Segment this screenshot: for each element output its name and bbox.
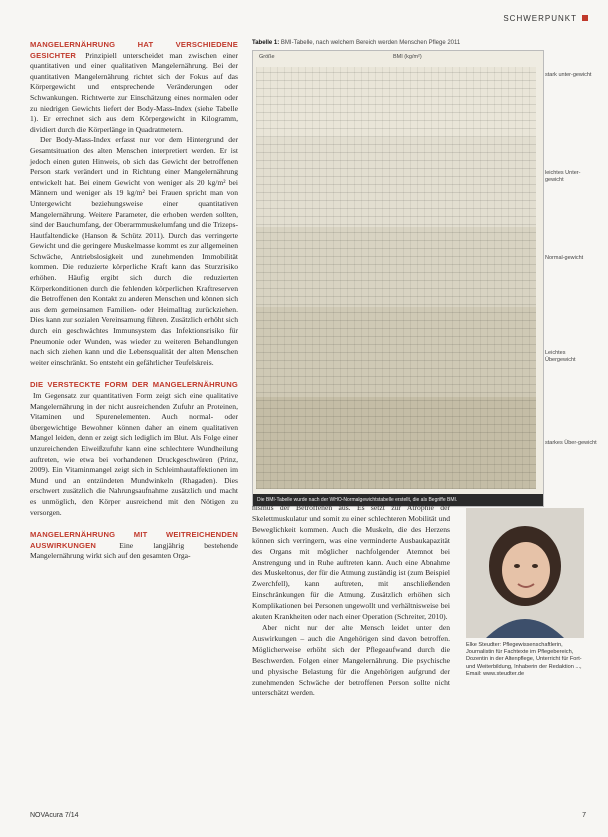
author-portrait-image bbox=[466, 508, 584, 638]
paragraph: Im Gegensatz zur quantitativen Form zeigt sich eine qualitative Mangelernährung in der nicht ausreichenden Zufuhr an Proteinen, Vitaminen und Spurenelementen. Auch normal- oder übergewichtige Bewohner können daher an einem qualitativen Mangel leiden, denn er zeigt sich lediglich im Blut. Als Folge einer unzureichenden Eiweißzufuhr kann eine schlechtere Wundheilung auftreten, wie etwa bei vorhandenen Druckgeschwüren (Prinz, 2009). Ein Vitaminmangel zeigt sich in Schleimhautaffektionen im Mund und an entzündeten Mundwinkeln (Rhagaden). Dies erschwert zusätzlich die Nahrungsaufnahme zusätzlich und macht es unmöglich, den Körper ausreichend mit den Nötigen zu versorgen. bbox=[30, 391, 238, 517]
bmi-table bbox=[252, 50, 544, 507]
section-heading: DIE VERSTECKTE FORM DER MANGELERNÄHRUNG bbox=[30, 380, 238, 390]
zone-label: Leichtes Übergewicht bbox=[545, 350, 576, 363]
table-footer: Die BMI-Tabelle wurde nach der WHO-Normalgewichtstabelle erstellt, die als Begriffe BMI. bbox=[253, 494, 543, 506]
middle-column bbox=[252, 503, 450, 699]
paragraph: Eine langjährig bestehende Mangelernährung wirkt sich auf den gesamten Orga- bbox=[30, 540, 238, 561]
bmi-table-figure bbox=[252, 40, 597, 507]
section-1 bbox=[30, 40, 238, 368]
section-header bbox=[503, 14, 588, 23]
table-caption-label: Tabelle 1: bbox=[252, 40, 280, 46]
zone-label: leichtes Unter-gewicht bbox=[545, 170, 581, 183]
section-3 bbox=[30, 530, 238, 562]
zone-label: starkes Über-gewicht bbox=[545, 440, 597, 446]
author-photo bbox=[466, 508, 584, 638]
photo-caption: Elke Steudter: Pflegewissenschaftlerin, Journalistin für Fachtexte im Pflegebereich, Dozentin in der Altenpflege, Unterricht für Fort- und Weiterbildung, Inhaberin der Redaktion ..., Email: www.steudter.de bbox=[466, 642, 582, 677]
paragraph: Prinzipiell unterscheidet man zwischen einer quantitativen und einer qualitativen Mangelernährung. Bei der quantitativen Mangelernährung richtet sich der Fokus auf das Körpergewicht und entsprechende Veränderungen oder Schwankungen. Richtwerte zur Einschätzung eines normalen oder zu niedrigen Gewichts liefert der Body-Mass-Index (siehe Tabelle 1). Er errechnet sich aus dem Körpergewicht in Kilogramm, dividiert durch die Körperlänge in Quadratmetern. bbox=[30, 50, 239, 134]
page-number: 7 bbox=[582, 812, 586, 819]
table-caption bbox=[252, 40, 542, 46]
table-caption-text: BMI-Tabelle, nach welchem Bereich werden Menschen Pflege 2011 bbox=[280, 40, 461, 46]
paragraph: Der Body-Mass-Index erfasst nur vor dem Hintergrund der Gesamtsituation des alten Menschen interpretiert werden. Er ist jedoch einen guten Hinweis, ob sich das Gewicht der betroffenen Person stark verändert und in Richtung einer Mangelernährung entwickelt hat. Bei einem Gewicht von weniger als 20 kg/m² bei Männern und weniger als 19 kg/m² bei Frauen spricht man von Untergewicht beziehungsweise einer quantitativen Mangelernährung. Weitere Parameter, die erhoben werden sollten, sind der Bauchumfang, der Oberarmmuskelumfang und die Trizeps-Hautfaltendicke (Hanson & Schütz 2011). Durch das verringerte Gewicht und die geringere Muskelmasse kommt es zur allgemeinen Schwäche, Antriebslosigkeit und zunehmenden Immobilität kommen. Die reduzierte körperliche Kraft kann das Sturzrisiko erhöhen. Häufig ergibt sich durch die reduzierten Körperkonditionen durch die fehlenden körperlichen Kraftreserven die Betroffenen den Kontakt zu anderen Menschen und können sich aus dem gemeinsamen Familien- oder Heimalltag zurückziehen. Dies kann zur sozialen Vereinsamung führen. Zusätzlich erhöht sich durch ein geschwächtes Immunsystem das Infektionsrisiko für Pneumonie oder Wunden, was wieder zu weiteren Behandlungen nach sich ziehen kann und die Lebensqualität der alten Menschen weiter einschränkt. So entsteht ein gefährlicher Teufelskreis. bbox=[30, 135, 238, 367]
left-column bbox=[30, 40, 238, 562]
table-gridlines bbox=[256, 67, 536, 489]
section-label: SCHWERPUNKT bbox=[503, 14, 577, 23]
table-grid bbox=[256, 67, 536, 489]
table-col-header-height: Größe bbox=[259, 54, 275, 60]
zone-label: stark unter-gewicht bbox=[545, 72, 592, 78]
table-col-header-bmi: BMI (kg/m²) bbox=[393, 54, 422, 60]
section-2 bbox=[30, 380, 238, 518]
section-heading: MANGELERNÄHRUNG MIT WEITREICHENDEN AUSWIRKUNGEN bbox=[30, 530, 238, 550]
zone-label: Normal-gewicht bbox=[545, 255, 584, 261]
section-marker bbox=[582, 15, 588, 21]
section-heading: MANGELERNÄHRUNG HAT VERSCHIEDENE GESICHTER bbox=[30, 40, 238, 60]
paragraph: Aber nicht nur der alte Mensch leidet unter den Auswirkungen – auch die Angehörigen sind davon betroffen. Möglicherweise erhöht sich der Pflegeaufwand durch die Beschwerden. Folgen einer Mangelernährung. Die psychische und physische Belastung für die Angehörigen aufgrund der zunehmenden Schwäche der betroffenen Person sollte nicht unterschätzt werden. bbox=[252, 622, 450, 698]
paragraph: nismus der Betroffenen aus. Es setzt zur Atrophie der Skelettmuskulatur und somit zu einer schlechteren Mobilität und Beweglichkeit kommen. Auch die Muskeln, die des Herzens können sich verringern, was eine verminderte Ausbaukapazität des Organs mit möglicher nachfolgender Atemnot bei Anstrengung und in Ruhe auftreten kann. Auch eine Abnahme des Muskeltonus, der für die Atmung zuständig ist (zum Beispiel Zwerchfell), kann auftreten, mit anschließenden Einschränkungen für die Atmung. Zusätzlich erhöhen sich Komplikationen bei Personen ungewollt und verhältnisweise bei akuten Krankheiten oder nach einer Operation (Schreiter, 2010). bbox=[252, 503, 450, 622]
footer-journal: NOVAcura 7/14 bbox=[30, 812, 79, 819]
